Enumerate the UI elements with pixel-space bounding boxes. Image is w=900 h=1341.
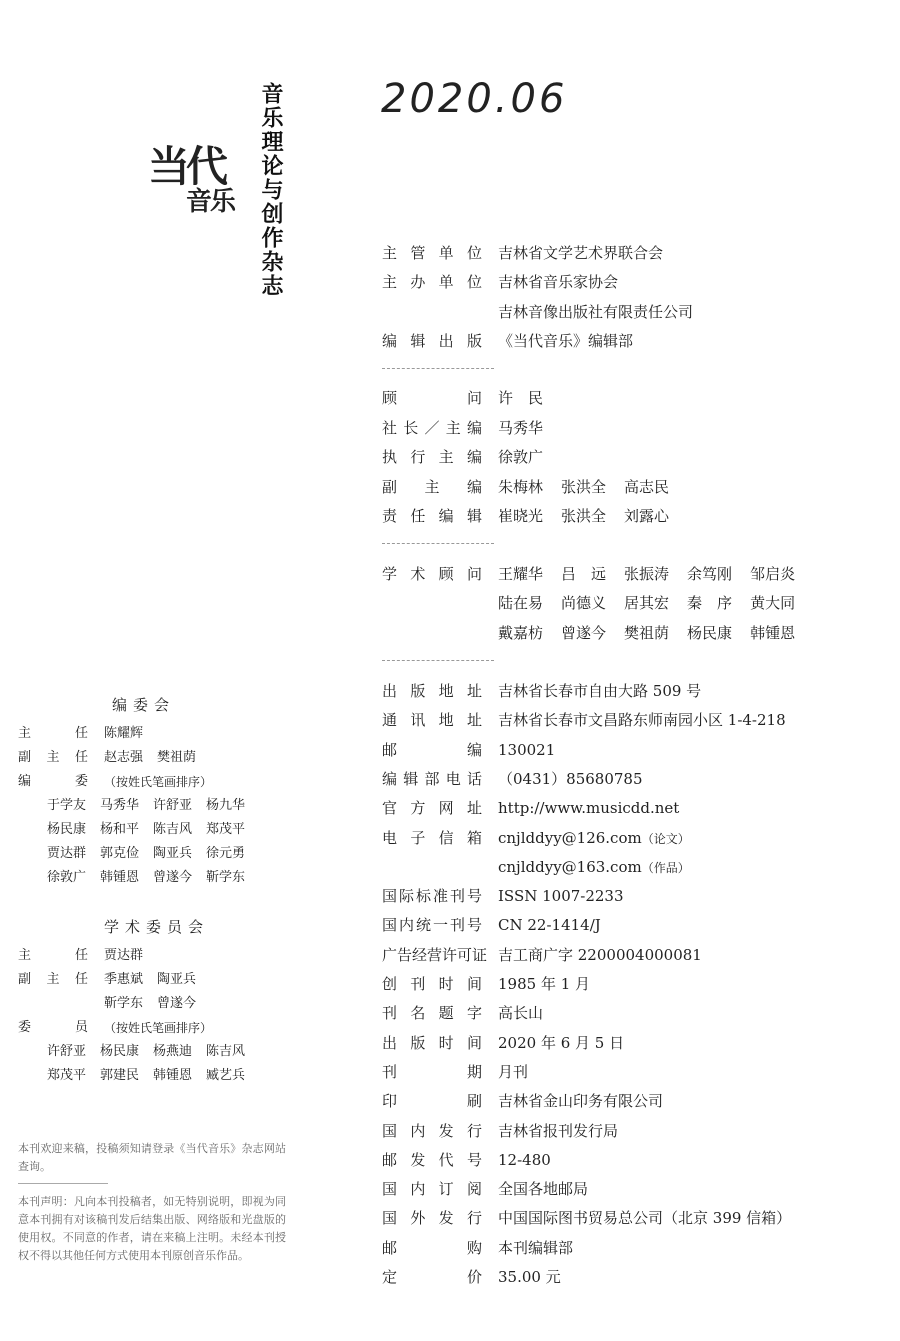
academic-board-members-row <box>18 1017 212 1039</box>
name-item: 贾达群 <box>47 846 87 861</box>
row-value <box>498 329 633 353</box>
value-item: 1985 年 1 月 <box>498 975 591 993</box>
logo-line-2: 音乐 <box>186 187 235 217</box>
value-item: 许 民 <box>498 389 544 407</box>
value-item: 张洪全 <box>561 477 607 496</box>
value-item: ISSN 1007-2233 <box>498 887 624 906</box>
name-item: 郭建民 <box>100 1068 140 1083</box>
row-label: 国内统一刊号 <box>382 916 482 935</box>
value-item: 130021 <box>498 740 556 759</box>
name-item: 徐敦广 <box>47 870 87 885</box>
row-value <box>498 1265 561 1289</box>
info-row <box>382 329 633 353</box>
issue-number: 2020.06 <box>381 76 568 122</box>
value-item: 吉林省报刊发行局 <box>498 1121 619 1140</box>
info-row <box>382 1177 588 1201</box>
row-value <box>498 386 543 410</box>
name-item: 陈耀辉 <box>104 726 144 741</box>
editorial-board-title: 编委会 <box>112 696 176 714</box>
info-row <box>382 445 543 469</box>
row-label: 印刷 <box>382 1092 482 1111</box>
row-value <box>498 767 643 791</box>
info-row <box>382 591 795 615</box>
row-note: （按姓氏笔画排序） <box>104 1021 213 1035</box>
info-row <box>382 1148 551 1172</box>
value-item: 高志民 <box>624 477 670 496</box>
name-item: 马秀华 <box>100 798 140 813</box>
name-item: 郑茂平 <box>206 822 246 837</box>
value-item: 《当代音乐》编辑部 <box>498 331 634 350</box>
row-label: 国内发行 <box>382 1121 482 1140</box>
value-item: 本刊编辑部 <box>498 1238 574 1257</box>
row-value <box>498 562 795 586</box>
value-item: 徐敦广 <box>498 448 544 466</box>
value-item: 吉林省金山印务有限公司 <box>498 1092 664 1111</box>
row-label: 社长／主编 <box>382 418 482 437</box>
row-label: 编辑部电话 <box>382 769 482 788</box>
value-item: 35.00 元 <box>498 1268 561 1286</box>
value-item: 吉林省文学艺术界联合会 <box>498 244 664 262</box>
row-value <box>498 1236 573 1260</box>
row-label: 通讯地址 <box>382 711 482 730</box>
row-label: 刊名题字 <box>382 1004 482 1023</box>
info-row <box>382 416 543 440</box>
divider <box>382 368 494 369</box>
editorial-board-members-row <box>18 771 212 793</box>
statement-note: 本刊声明：凡向本刊投稿者，如无特别说明，即视为同意本刊拥有对该稿刊发后结集出版、网络版和光盘版的使用权。不同意的作者，请在来稿上注明。未经本刊授权不得以其他任何方式使用本刊原创音乐作品。 <box>18 1195 286 1262</box>
value-note: （作品） <box>641 860 690 875</box>
name-item: 许舒亚 <box>47 1044 87 1059</box>
member-line <box>47 867 259 889</box>
value-item: cnjlddyy@163.com <box>498 857 642 876</box>
member-line <box>47 819 259 841</box>
name-item: 杨燕迪 <box>153 1044 193 1059</box>
academic-board-vice-row <box>18 969 210 991</box>
row-value <box>498 445 543 469</box>
member-line <box>47 843 259 865</box>
row-value <box>498 1206 791 1230</box>
row-value <box>498 1001 543 1025</box>
value-item: 韩锺恩 <box>750 623 796 642</box>
row-value <box>104 945 157 967</box>
name-item: 杨九华 <box>206 798 246 813</box>
name-item: 韩锺恩 <box>153 1068 193 1083</box>
row-label: 官方网址 <box>382 799 482 818</box>
divider <box>382 660 494 661</box>
row-value <box>498 416 543 440</box>
row-label: 创刊时间 <box>382 975 482 993</box>
row-label: 主管单位 <box>382 244 482 262</box>
value-item: 吉林省音乐家协会 <box>498 273 619 292</box>
row-label: 顾问 <box>382 389 482 407</box>
value-item: 崔晓光 <box>498 507 544 525</box>
row-value <box>104 723 157 745</box>
row-value <box>498 972 590 996</box>
info-row <box>382 562 795 586</box>
row-value <box>498 826 690 851</box>
row-label: 出版时间 <box>382 1033 482 1052</box>
value-item: 月刊 <box>498 1062 529 1081</box>
info-row <box>382 504 669 528</box>
row-label: 副主任 <box>18 972 88 987</box>
academic-board-vice-row-2 <box>18 993 210 1015</box>
row-label: 责任编辑 <box>382 507 482 525</box>
name-item: 靳学东 <box>206 870 246 885</box>
value-item: cnjlddyy@126.com <box>498 828 642 847</box>
name-item: 陶亚兵 <box>157 972 197 987</box>
row-value <box>498 241 663 265</box>
value-item: 张振涛 <box>624 565 670 583</box>
row-value <box>498 679 701 703</box>
row-value <box>104 969 210 991</box>
row-value <box>498 1177 588 1201</box>
info-row <box>382 1001 543 1025</box>
name-item: 曾遂今 <box>153 870 193 885</box>
name-item: 陈吉风 <box>206 1044 246 1059</box>
row-label: 编辑出版 <box>382 331 482 350</box>
row-value <box>104 993 210 1015</box>
row-value <box>498 475 669 499</box>
member-line <box>47 1065 259 1087</box>
divider <box>18 1183 108 1184</box>
name-item: 贾达群 <box>104 948 144 963</box>
row-label: 学术顾问 <box>382 565 482 583</box>
value-item: 居其宏 <box>624 594 670 613</box>
value-item: 2020 年 6 月 5 日 <box>498 1033 625 1052</box>
row-value <box>498 591 795 615</box>
name-item: 许舒亚 <box>153 798 193 813</box>
info-row <box>382 386 543 410</box>
info-row <box>382 826 690 850</box>
row-label: 国际标准刊号 <box>382 887 482 906</box>
value-item: 陆在易 <box>498 594 544 613</box>
row-label: 出版地址 <box>382 682 482 700</box>
value-item: 戴嘉枋 <box>498 623 544 642</box>
info-row <box>382 300 693 324</box>
row-label: 邮发代号 <box>382 1150 482 1169</box>
row-value <box>498 708 786 732</box>
value-item: 刘露心 <box>624 507 670 525</box>
name-item: 郑茂平 <box>47 1068 87 1083</box>
info-row <box>382 679 701 703</box>
value-item: 全国各地邮局 <box>498 1180 589 1199</box>
editorial-board-chair-row <box>18 723 157 745</box>
name-item: 郭克俭 <box>100 846 140 861</box>
value-item: 马秀华 <box>498 418 544 437</box>
info-row <box>382 270 618 294</box>
name-item: 杨民康 <box>100 1044 140 1059</box>
info-row <box>382 855 690 879</box>
row-label: 刊期 <box>382 1062 482 1081</box>
row-label: 主任 <box>18 726 88 741</box>
info-row <box>382 1119 618 1143</box>
academic-board-title: 学术委员会 <box>104 918 210 936</box>
name-item: 赵志强 <box>104 750 144 765</box>
info-row <box>382 621 795 645</box>
row-value <box>498 1119 618 1143</box>
member-line <box>47 1041 259 1063</box>
info-row <box>382 884 624 908</box>
value-item: 曾遂今 <box>561 623 607 642</box>
row-value <box>498 1031 624 1055</box>
name-item: 陈吉风 <box>153 822 193 837</box>
value-item: 吉林省长春市自由大路 509 号 <box>498 682 702 700</box>
value-note: （论文） <box>641 831 690 846</box>
row-value <box>498 855 690 880</box>
value-item: 吕 远 <box>561 565 607 583</box>
value-item: 12-480 <box>498 1150 551 1169</box>
value-item: 秦 序 <box>687 594 733 613</box>
row-label: 电子信箱 <box>382 828 482 847</box>
row-label: 邮购 <box>382 1238 482 1257</box>
value-item: （0431）85680785 <box>498 769 643 788</box>
row-label: 副主编 <box>382 477 482 496</box>
row-label: 执行主编 <box>382 448 482 466</box>
row-value <box>498 1060 528 1084</box>
value-item: 邹启炎 <box>750 565 796 583</box>
value-item: 尚德义 <box>561 594 607 613</box>
logo-line-1: 当代 <box>148 142 225 191</box>
row-label: 国外发行 <box>382 1209 482 1228</box>
value-item: 余笃刚 <box>687 565 733 583</box>
divider <box>382 543 494 544</box>
info-row <box>382 913 601 937</box>
value-item: CN 22-1414/J <box>498 916 601 935</box>
row-label: 委员 <box>18 1020 88 1035</box>
row-label: 国内订阅 <box>382 1180 482 1199</box>
row-label: 邮编 <box>382 740 482 759</box>
info-row <box>382 738 555 762</box>
name-item: 樊祖荫 <box>157 750 197 765</box>
magazine-logo <box>148 143 243 223</box>
value-item: http://www.musicdd.net <box>498 799 680 818</box>
value-item: 黄大同 <box>750 594 796 613</box>
row-value <box>498 270 618 294</box>
row-value <box>498 943 702 967</box>
info-row <box>382 241 663 265</box>
value-item: 吉工商广字 2200004000081 <box>498 945 702 964</box>
editorial-board-vice-row <box>18 747 210 769</box>
info-row <box>382 708 786 732</box>
value-item: 杨民康 <box>687 623 733 642</box>
row-value <box>498 738 555 762</box>
value-item: 吉林音像出版社有限责任公司 <box>498 302 694 321</box>
info-row <box>382 767 643 791</box>
info-row <box>382 1206 791 1230</box>
row-label: 编委 <box>18 774 88 789</box>
row-value <box>498 300 693 324</box>
member-line <box>47 795 259 817</box>
magazine-subtitle: 音乐理论与创作杂志 <box>258 82 283 298</box>
row-label: 主任 <box>18 948 88 963</box>
row-value <box>498 621 795 645</box>
name-item: 韩锺恩 <box>100 870 140 885</box>
value-item: 吉林省长春市文昌路东师南园小区 1-4-218 <box>498 711 786 730</box>
row-value <box>498 884 624 908</box>
value-item: 樊祖荫 <box>624 623 670 642</box>
row-label: 副主任 <box>18 750 88 765</box>
info-row <box>382 972 590 996</box>
academic-board-chair-row <box>18 945 157 967</box>
info-row <box>382 1060 528 1084</box>
info-row <box>382 1031 624 1055</box>
info-row <box>382 943 702 967</box>
name-item: 于学友 <box>47 798 87 813</box>
row-value <box>104 747 210 769</box>
value-item: 张洪全 <box>561 507 607 525</box>
row-label: 主办单位 <box>382 273 482 292</box>
name-item: 曾遂今 <box>157 996 197 1011</box>
info-row <box>382 475 669 499</box>
name-item: 臧艺兵 <box>206 1068 246 1083</box>
info-row <box>382 1265 561 1289</box>
row-label: 广告经营许可证 <box>382 945 488 964</box>
row-value <box>498 913 601 937</box>
value-item: 高长山 <box>498 1004 544 1023</box>
row-label: 定价 <box>382 1268 482 1286</box>
info-row <box>382 796 679 820</box>
value-item: 王耀华 <box>498 565 544 583</box>
value-item: 朱梅林 <box>498 477 544 496</box>
row-note: （按姓氏笔画排序） <box>104 775 213 789</box>
name-item: 徐元勇 <box>206 846 246 861</box>
value-item: 中国国际图书贸易总公司（北京 399 信箱） <box>498 1209 792 1228</box>
info-row <box>382 1236 573 1260</box>
name-item: 陶亚兵 <box>153 846 193 861</box>
row-value <box>498 1089 663 1113</box>
welcome-note: 本刊欢迎来稿，投稿须知请登录《当代音乐》杂志网站查询。 <box>18 1142 286 1173</box>
row-value <box>498 504 669 528</box>
name-item: 季惠斌 <box>104 972 144 987</box>
name-item: 杨和平 <box>100 822 140 837</box>
info-row <box>382 1089 663 1113</box>
name-item: 杨民康 <box>47 822 87 837</box>
row-value <box>498 1148 551 1172</box>
name-item: 靳学东 <box>104 996 144 1011</box>
row-value <box>498 796 679 820</box>
